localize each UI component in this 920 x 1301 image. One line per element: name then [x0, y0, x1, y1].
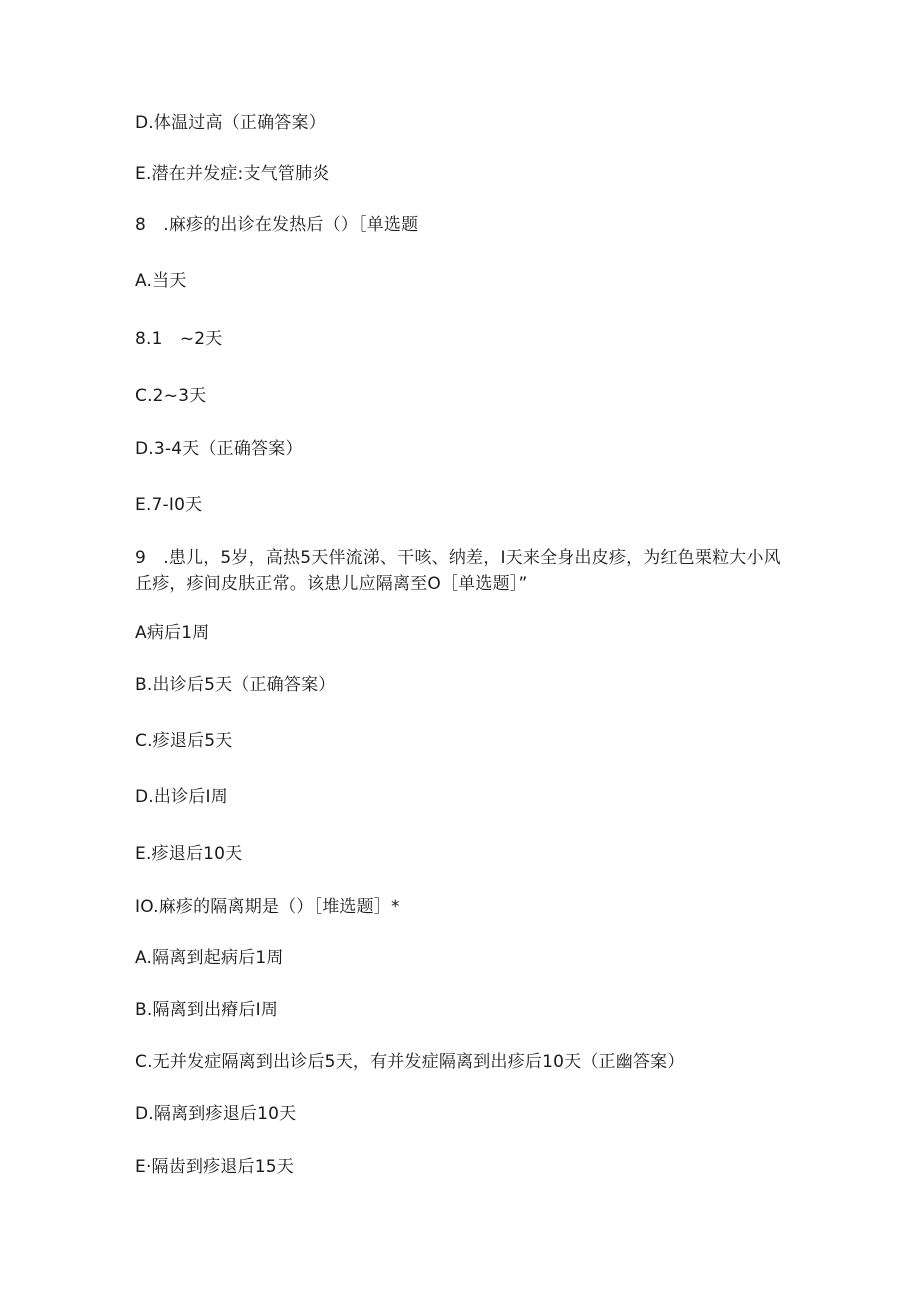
option-line: D.隔离到疹退后10天 [135, 1104, 297, 1124]
option-line: E.疹退后10天 [135, 844, 243, 864]
option-line: A.当天 [135, 271, 187, 291]
option-line: C.2~3天 [135, 386, 207, 406]
question-line: 9 .患儿，5岁，高热5天伴流涕、干咳、纳差，I天来全身出皮疹，为红色栗粒大小风丘疹，疹间皮肤正常。该患儿应隔离至O［单选题］” [135, 548, 781, 594]
option-line: E.7-I0天 [135, 495, 203, 515]
option-line: A病后1周 [135, 623, 210, 643]
option-line: B.出诊后5天（正确答案） [135, 675, 336, 695]
option-line: D.3-4天（正确答案） [135, 439, 303, 459]
option-line: A.隔离到起病后1周 [135, 948, 284, 968]
option-line: E.潜在并发症:支气管肺炎 [135, 164, 330, 184]
option-line: C.疹退后5天 [135, 731, 233, 751]
option-line: D.出诊后I周 [135, 787, 228, 807]
option-line: B.隔离到出瘠后I周 [135, 1000, 279, 1020]
option-line: C.无并发症隔离到出诊后5天，有并发症隔离到出疹后10天（正幽答案） [135, 1052, 685, 1072]
question-line: IO.麻疹的隔离期是（）［堆选题］* [135, 897, 400, 917]
question-line: 8 .麻疹的出诊在发热后（）［单选题 [135, 215, 419, 235]
option-line: D.体温过高（正确答案） [135, 113, 326, 133]
option-line: 8.1 ~2天 [135, 329, 223, 349]
option-line: E·隔齿到疹退后15天 [135, 1157, 294, 1177]
